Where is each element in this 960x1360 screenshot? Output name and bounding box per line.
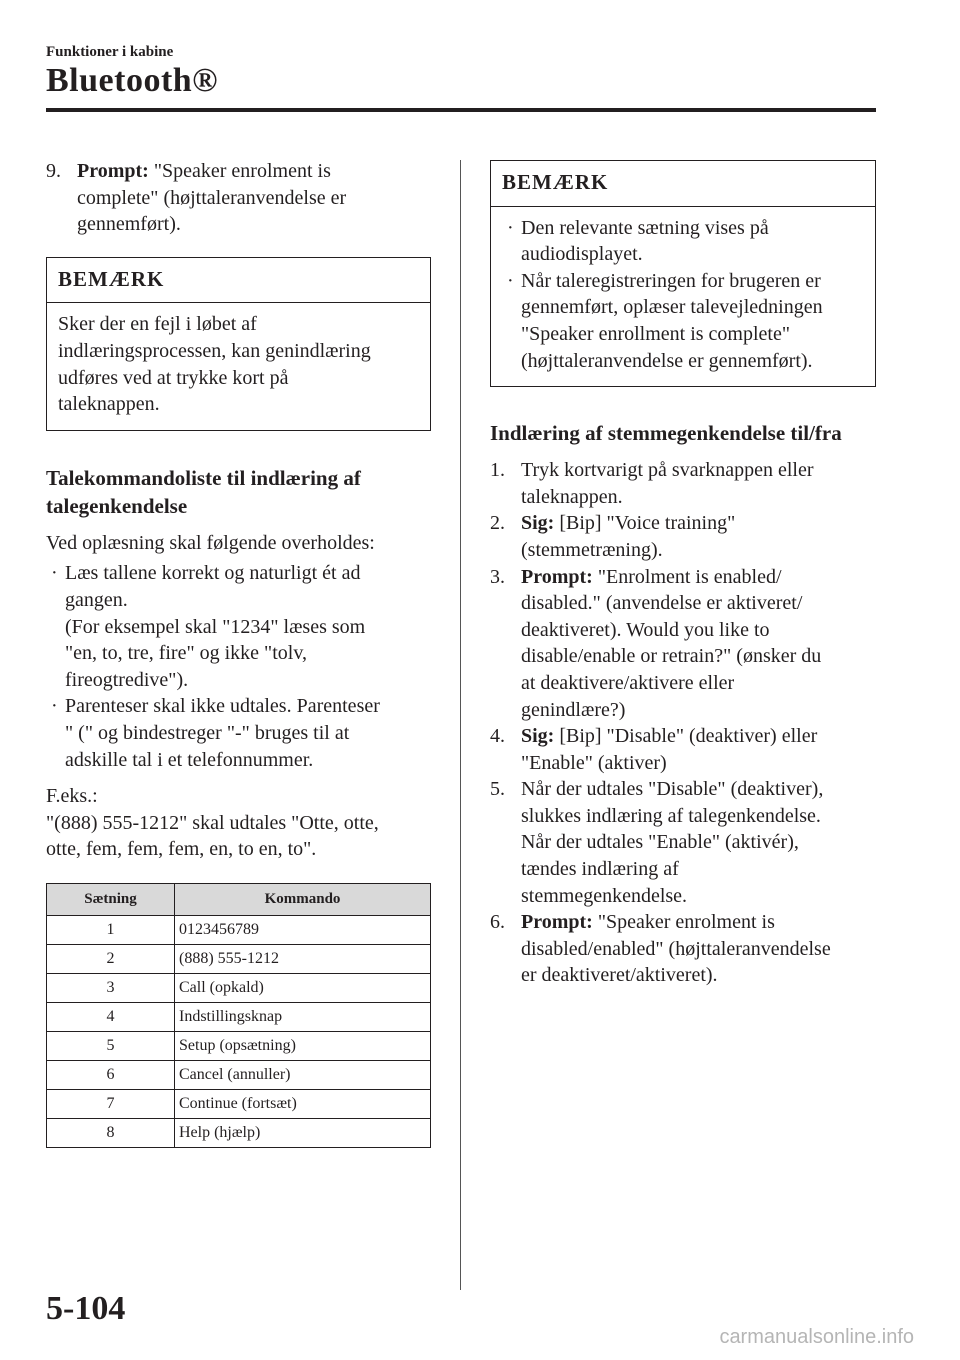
table-cell: 7 xyxy=(47,1089,175,1118)
step-text: Når der udtales "Enable" (aktivér), xyxy=(521,831,799,854)
bullet-item xyxy=(46,693,431,773)
step-text: slukkes indlæring af talegenkendelse. xyxy=(521,804,821,827)
watermark: carmanualsonline.info xyxy=(719,1326,914,1348)
left-column xyxy=(46,158,431,1148)
example-text xyxy=(46,783,431,863)
table-cell: 1 xyxy=(47,915,175,944)
step-number: 5. xyxy=(490,778,505,801)
column-divider xyxy=(460,160,461,1290)
step-4 xyxy=(490,723,876,776)
table-cell: (888) 555-1212 xyxy=(175,944,431,973)
table-cell: Call (opkald) xyxy=(175,973,431,1002)
note-heading: BEMÆRK xyxy=(491,161,875,207)
step-5 xyxy=(490,776,876,909)
step-text: disabled." (anvendelse er aktiveret/ xyxy=(521,592,803,615)
note-body xyxy=(491,207,875,387)
bullet-text: "en, to, tre, fire" og ikke "tolv, xyxy=(65,642,308,665)
step-text: er deaktiveret/aktiveret). xyxy=(521,964,718,987)
bullet-dot: · xyxy=(51,562,58,585)
table-row xyxy=(47,1031,431,1060)
step-number: 1. xyxy=(490,459,505,482)
note-text: udføres ved at trykke kort på xyxy=(58,366,289,389)
table-header-row xyxy=(47,883,431,915)
step-label: Prompt: xyxy=(521,911,593,934)
step-text: complete" (højttaleranvendelse er xyxy=(77,186,347,209)
note-text: Sker der en fejl i løbet af xyxy=(58,313,257,336)
step-2 xyxy=(490,510,876,563)
table-row xyxy=(47,973,431,1002)
table-row xyxy=(47,1002,431,1031)
table-cell: Continue (fortsæt) xyxy=(175,1089,431,1118)
step-text: at deaktivere/aktivere eller xyxy=(521,671,735,694)
bullet-text: gangen. xyxy=(65,588,128,611)
intro-text: Ved oplæsning skal følgende overholdes: xyxy=(46,531,375,554)
bullet-item xyxy=(46,560,431,693)
step-text: gennemført). xyxy=(77,213,181,236)
note-box xyxy=(490,160,876,387)
step-label: Prompt: xyxy=(521,565,593,588)
table-row xyxy=(47,1089,431,1118)
bullet-dot: · xyxy=(507,216,514,239)
step-3 xyxy=(490,564,876,724)
step-text: [Bip] "Voice training" xyxy=(554,512,736,535)
heading-line: talegenkendelse xyxy=(46,493,188,518)
bullet-item xyxy=(502,268,864,374)
table-row xyxy=(47,1060,431,1089)
bullet-text: (højttaleranvendelse er gennemført). xyxy=(521,349,813,372)
step-number: 3. xyxy=(490,565,505,588)
step-text: disable/enable or retrain?" (ønsker du xyxy=(521,645,822,668)
right-column xyxy=(490,158,876,989)
step-text: deaktiveret). Would you like to xyxy=(521,618,770,641)
heading-line: Talekommandoliste til indlæring af xyxy=(46,465,361,490)
bullet-text: audiodisplayet. xyxy=(521,243,643,266)
step-text: Tryk kortvarigt på svarknappen eller xyxy=(521,459,814,482)
step-label: Sig: xyxy=(521,725,555,748)
bullet-text: Når taleregistreringen for brugeren er xyxy=(521,269,821,292)
bullet-text: adskille tal i et telefonnummer. xyxy=(65,748,314,771)
table-header-cell: Kommando xyxy=(175,883,431,915)
header-rule xyxy=(46,108,876,112)
step-text: Når der udtales "Disable" (deaktiver), xyxy=(521,778,824,801)
bullet-text: Den relevante sætning vises på xyxy=(521,216,769,239)
step-number: 2. xyxy=(490,512,505,535)
section-heading: Indlæring af stemmegenkendelse til/fra xyxy=(490,421,842,446)
note-body xyxy=(47,303,430,429)
table-row xyxy=(47,1118,431,1147)
bullet-text: Parenteser skal ikke udtales. Parenteser xyxy=(65,695,380,718)
table-cell: 8 xyxy=(47,1118,175,1147)
command-table xyxy=(46,883,431,1148)
step-text: tændes indlæring af xyxy=(521,858,679,881)
table-cell: 6 xyxy=(47,1060,175,1089)
table-cell: Help (hjælp) xyxy=(175,1118,431,1147)
example-line: otte, fem, fem, fem, en, to en, to". xyxy=(46,838,317,861)
bullet-text: gennemført, oplæser talevejledningen xyxy=(521,296,823,319)
step-9 xyxy=(46,158,431,238)
bullet-item xyxy=(502,215,864,268)
step-text: [Bip] "Disable" (deaktiver) eller xyxy=(554,725,818,748)
note-box xyxy=(46,257,431,431)
table-cell: 5 xyxy=(47,1031,175,1060)
table-cell: Indstillingsknap xyxy=(175,1002,431,1031)
step-1 xyxy=(490,457,876,510)
step-label: Prompt: xyxy=(77,160,149,182)
step-text: "Speaker enrolment is xyxy=(592,911,775,934)
step-text: disabled/enabled" (højttaleranvendelse xyxy=(521,937,831,960)
table-cell: 4 xyxy=(47,1002,175,1031)
section-heading xyxy=(46,464,431,520)
step-text: "Speaker enrolment is xyxy=(148,160,331,182)
bullet-text: fireogtredive"). xyxy=(65,668,189,691)
table-cell: 0123456789 xyxy=(175,915,431,944)
step-text: "Enrolment is enabled/ xyxy=(592,565,782,588)
step-number: 6. xyxy=(490,911,505,934)
example-line: "(888) 555-1212" skal udtales "Otte, otte, xyxy=(46,811,379,834)
bullet-dot: · xyxy=(51,695,58,718)
step-text: genindlære?) xyxy=(521,698,626,721)
table-header-cell: Sætning xyxy=(47,883,175,915)
step-text: taleknappen. xyxy=(521,485,623,508)
note-text: taleknappen. xyxy=(58,393,160,416)
table-cell: Setup (opsætning) xyxy=(175,1031,431,1060)
chapter-title: Bluetooth® xyxy=(46,62,219,99)
bullet-text: (For eksempel skal "1234" læses som xyxy=(65,615,366,638)
section-label: Funktioner i kabine xyxy=(46,44,174,60)
step-number: 4. xyxy=(490,725,505,748)
step-text: (stemmetræning). xyxy=(521,538,663,561)
table-cell: Cancel (annuller) xyxy=(175,1060,431,1089)
step-text: stemmegenkendelse. xyxy=(521,884,688,907)
note-text: indlæringsprocessen, kan genindlæring xyxy=(58,339,371,362)
step-text: "Enable" (aktiver) xyxy=(521,751,667,774)
table-row xyxy=(47,944,431,973)
table-row xyxy=(47,915,431,944)
bullet-text: " (" og bindestreger "-" bruges til at xyxy=(65,721,350,744)
table-cell: 2 xyxy=(47,944,175,973)
page-number: 5-104 xyxy=(46,1290,126,1327)
note-heading: BEMÆRK xyxy=(47,258,430,304)
table-cell: 3 xyxy=(47,973,175,1002)
bullet-text: Læs tallene korrekt og naturligt ét ad xyxy=(65,562,361,585)
step-6 xyxy=(490,909,876,989)
example-line: F.eks.: xyxy=(46,785,98,808)
bullet-text: "Speaker enrollment is complete" xyxy=(521,322,791,345)
step-number: 9. xyxy=(46,160,61,182)
bullet-dot: · xyxy=(507,269,514,292)
step-label: Sig: xyxy=(521,512,555,535)
